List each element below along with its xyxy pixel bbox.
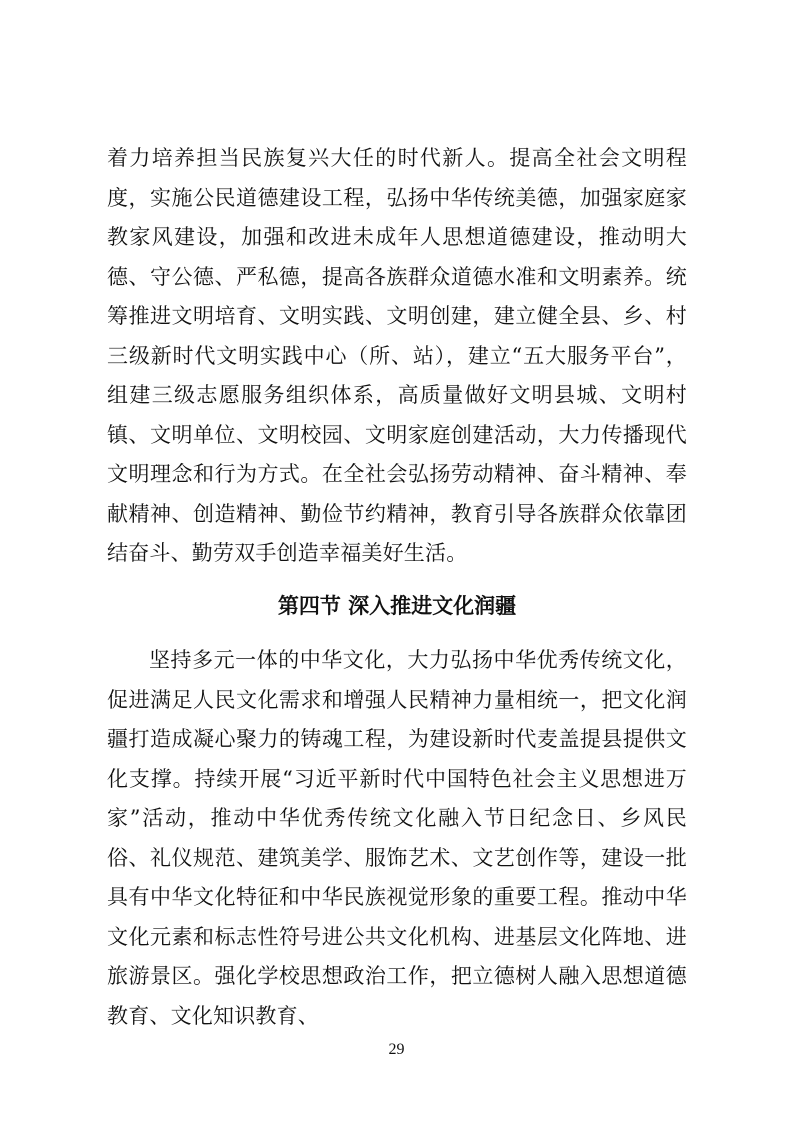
body-paragraph-continued: 着力培养担当民族复兴大任的时代新人。提高全社会文明程度，实施公民道德建设工程，弘扬中华传统美德，加强家庭家教家风建设，加强和改进未成年人思想道德建设，推动明大德、守公德、严私德，提高各族群众道德水准和文明素养。统筹推进文明培育、文明实践、文明创建，建立健全县、乡、村三级新时代文明实践中心（所、站），建立“五大服务平台”，组建三级志愿服务组织体系，高质量做好文明县城、文明村镇、文明单位、文明校园、文明家庭创建活动，大力传播现代文明理念和行为方式。在全社会弘扬劳动精神、奋斗精神、奉献精神、创造精神、勤俭节约精神，教育引导各族群众依靠团结奋斗、勤劳双手创造幸福美好生活。 (107, 146, 687, 565)
page-number: 29 (388, 1041, 405, 1058)
section-heading: 第四节 深入推进文化润疆 (277, 594, 517, 618)
body-paragraph-section: 坚持多元一体的中华文化，大力弘扬中华优秀传统文化，促进满足人民文化需求和增强人民精神力量相统一，把文化润疆打造成凝心聚力的铸魂工程，为建设新时代麦盖提县提供文化支撑。持续开展“习近平新时代中国特色社会主义思想进万家”活动，推动中华优秀传统文化融入节日纪念日、乡风民俗、礼仪规范、建筑美学、服饰艺术、文艺创作等，建设一批具有中华文化特征和中华民族视觉形象的重要工程。推动中华文化元素和标志性符号进公共文化机构、进基层文化阵地、进旅游景区。强化学校思想政治工作，把立德树人融入思想道德教育、文化知识教育、 (107, 648, 687, 1028)
